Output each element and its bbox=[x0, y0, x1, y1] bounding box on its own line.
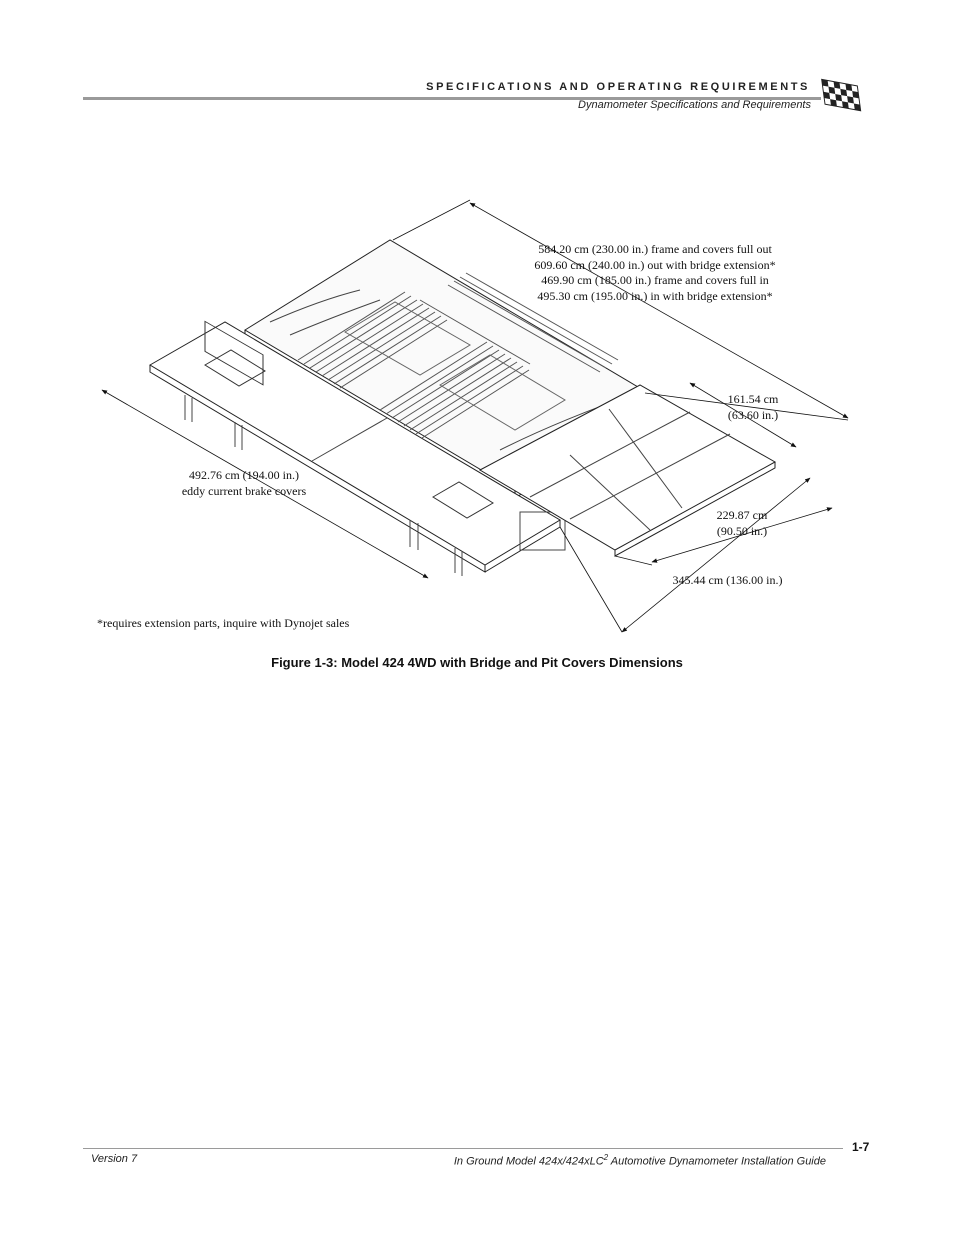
brake-cover-label: eddy current brake covers bbox=[181, 483, 307, 498]
brake-cover-length: 492.76 cm (194.00 in.) bbox=[189, 468, 299, 482]
width-dimension: 345.44 cm (136.00 in.) bbox=[672, 573, 783, 587]
pit-cover-cm: 161.54 cm bbox=[727, 392, 779, 406]
page-number: 1-7 bbox=[852, 1140, 870, 1154]
running-header-title: SPECIFICATIONS AND OPERATING REQUIREMENTS bbox=[426, 81, 810, 93]
guide-title-superscript: 2 bbox=[603, 1153, 609, 1162]
bridge-cm: 229.87 cm bbox=[716, 508, 768, 522]
figure-footnote: *requires extension parts, inquire with Dynojet sales bbox=[97, 616, 350, 630]
guide-title-suffix: Automotive Dynamometer Installation Guide bbox=[608, 1155, 826, 1168]
running-header-subtitle: Dynamometer Specifications and Requirements bbox=[578, 99, 811, 111]
length-frame-full-out: 584.20 cm (230.00 in.) frame and covers full out bbox=[538, 242, 772, 256]
footer-guide-title bbox=[454, 1153, 826, 1168]
pit-cover-in: (63.60 in.) bbox=[727, 407, 779, 422]
footer-version: Version 7 bbox=[91, 1153, 138, 1165]
length-bridge-out: 609.60 cm (240.00 in.) out with bridge extension* bbox=[534, 257, 776, 272]
length-bridge-in: 495.30 cm (195.00 in.) in with bridge extension* bbox=[537, 288, 773, 303]
overall-length-dimension bbox=[505, 242, 805, 304]
bridge-in: (90.50 in.) bbox=[716, 523, 768, 538]
brake-cover-dimension bbox=[164, 468, 324, 499]
figure-caption: Figure 1-3: Model 424 4WD with Bridge and Pit Covers Dimensions bbox=[271, 655, 683, 670]
length-frame-full-in: 469.90 cm (185.00 in.) frame and covers full in bbox=[541, 273, 769, 287]
footer-rule bbox=[83, 1148, 843, 1149]
pit-cover-dimension bbox=[708, 392, 798, 423]
guide-title-prefix: In Ground Model 424x/424xLC bbox=[453, 1155, 604, 1168]
bridge-dimension bbox=[697, 508, 787, 539]
